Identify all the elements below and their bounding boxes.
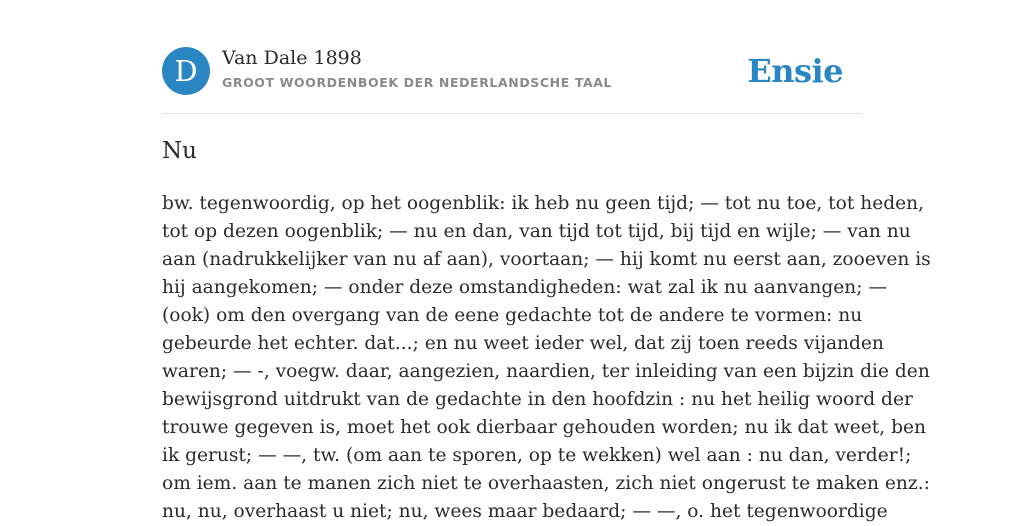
definition-line: ik gerust; — —, tw. (om aan te sporen, op te wekken) wel aan : nu dan, verder!; xyxy=(162,445,912,466)
definition-line: gebeurde het echter. dat...; en nu weet ieder wel, dat zij toen reeds vijanden xyxy=(162,333,884,354)
definition-line: nu, nu, overhaast u niet; nu, wees maar bedaard; — —, o. het tegenwoordige xyxy=(162,501,888,522)
ensie-brand-logo[interactable]: Ensie xyxy=(747,52,843,90)
entry-definition xyxy=(162,190,931,526)
definition-line: bw. tegenwoordig, op het oogenblik: ik heb nu geen tijd; — tot nu toe, tot heden, xyxy=(162,193,924,214)
definition-line: om iem. aan te manen zich niet te overhaasten, zich niet ongerust te maken enz.: xyxy=(162,473,930,494)
definition-line: (ook) om den overgang van de eene gedachte tot de andere te vormen: nu xyxy=(162,305,863,326)
dictionary-header xyxy=(162,46,862,96)
definition-line: aan (nadrukkelijker van nu af aan), voortaan; — hij komt nu eerst aan, zooeven is xyxy=(162,249,931,270)
definition-line: hij aangekomen; — onder deze omstandigheden: wat zal ik nu aanvangen; — xyxy=(162,277,888,298)
definition-line: tot op dezen oogenblik; — nu en dan, van tijd tot tijd, bij tijd en wijle; — van nu xyxy=(162,221,911,242)
definition-line: bewijsgrond uitdrukt van de gedachte in den hoofdzin : nu het heilig woord der xyxy=(162,389,913,410)
source-title[interactable]: Van Dale 1898 xyxy=(222,47,362,69)
dictionary-logo[interactable]: D xyxy=(162,47,210,95)
definition-line: trouwe gegeven is, moet het ook dierbaar gehouden worden; nu ik dat weet, ben xyxy=(162,417,926,438)
definition-line: waren; — -, voegw. daar, aangezien, naardien, ter inleiding van een bijzin die den xyxy=(162,361,930,382)
source-subtitle: GROOT WOORDENBOEK DER NEDERLANDSCHE TAAL xyxy=(222,75,613,90)
entry-headword: Nu xyxy=(162,138,197,164)
header-divider xyxy=(162,113,862,114)
